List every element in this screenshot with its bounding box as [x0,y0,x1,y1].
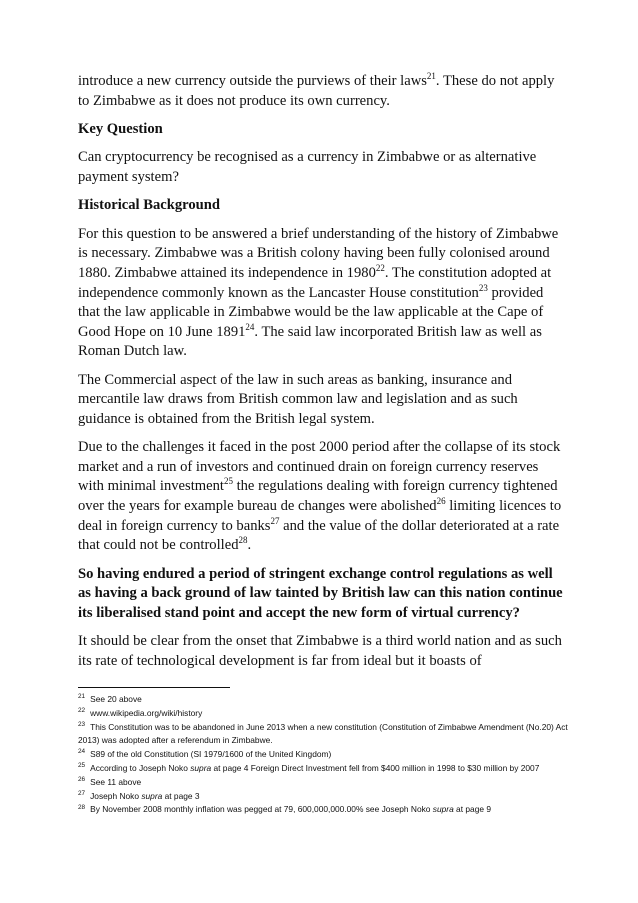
heading-historical-background: Historical Background [78,197,221,214]
body-text [78,72,564,680]
footnote-ref-26[interactable]: 26 [436,496,446,507]
footnote-27: $^{27}$ Joseph Noko supra at page 3 [78,789,200,801]
footnote-ref-22[interactable]: 22 [375,263,385,274]
footnote-separator [78,687,230,688]
footnotes [78,693,568,817]
footnote-25: $^{25}$ According to Joseph Noko supra at page 4 Foreign Direct Investment fell from $400 million in 1998 to $30 million by 2007 [78,762,540,773]
paragraph-question-bold: So having endured a period of stringent exchange control regulations as well as having a back ground of law tainted by British law can this nation continue its liberalised stand point and accept the new form of virtual currency? [78,565,563,621]
footnote-24: $^{24}$ S89 of the old Constitution (SI 1979/1600 of the United Kingdom) [78,748,332,760]
footnote-link[interactable]: www.wikipedia.org/wiki/history [90,707,203,718]
footnote-28: $^{28}$ By November 2008 monthly inflation was pegged at 79, 600,000,000.00% see Joseph Noko supra at page 9 [78,803,491,815]
footnote-21: $^{21}$ See 20 above [78,693,142,704]
footnote-22: $^{22}$ www.wikipedia.org/wiki/history [78,707,203,718]
footnote-ref-28[interactable]: 28 [238,535,248,546]
paragraph-history: For this question to be answered a brief understanding of the history of Zimbabwe is necessary. Zimbabwe was a British colony having been fully colonised around 1880. Zimbabwe attained its independence in 1980$^{22}$. The constitution adopted at independence commonly known as the Lancaster House constitution$^{23}$ provided that the law applicable in Zimbabwe would be the law applicable at the Cape of Good Hope on 10 June 1891$^{24}$. The said law incorporated British law as well as Roman Dutch law. [78,225,559,360]
paragraph-third-world: It should be clear from the onset that Zimbabwe is a third world nation and as such its rate of technological development is far from ideal but it boasts of [78,633,562,669]
paragraph-key-question: Can cryptocurrency be recognised as a currency in Zimbabwe or as alternative payment system? [78,149,537,185]
footnote-26: $^{26}$ See 11 above [78,775,142,787]
paragraph-challenges: Due to the challenges it faced in the post 2000 period after the collapse of its stock market and a run of investors and continued drain on foreign currency reserves with minimal investment$^{25}$ the regulations dealing with foreign currency tightened over the years for example bureau de changes were abolished$^{26}$ limiting licences to deal in foreign currency to banks$^{27}$ and the value of the dollar deteriorated at a rate that could not be controlled$^{28}$. [78,439,562,554]
heading-key-question: Key Question [78,120,163,137]
footnote-ref-27[interactable]: 27 [270,515,280,526]
footnote-ref-25[interactable]: 25 [223,476,233,487]
paragraph-commercial-law: The Commercial aspect of the law in such areas as banking, insurance and mercantile law draws from British common law and legislation and as such guidance is obtained from the British legal system. [78,371,518,427]
footnote-23: $^{23}$ This Constitution was to be abandoned in June 2013 when a new constitution (Constitution of Zimbabwe Amendment (No.20) Act 2013) was adopted after a referendum in Zimbabwe. [78,720,568,746]
footnote-ref-21[interactable]: 21 [426,71,436,82]
footnote-ref-24[interactable]: 24 [245,321,255,332]
paragraph-currency-intro: introduce a new currency outside the purviews of their laws$^{21}$. These do not apply to Zimbabwe as it does not produce its own currency. [78,71,555,109]
footnote-ref-23[interactable]: 23 [478,282,488,293]
